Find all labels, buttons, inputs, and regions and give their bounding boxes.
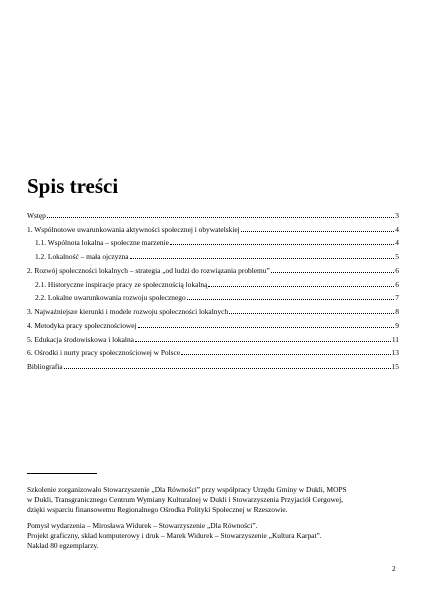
- toc-dot-leader: [181, 354, 390, 355]
- toc-entry-page: 6: [395, 266, 399, 275]
- toc-entry-label: 2.2. Lokalne uwarunkowania rozwoju społecznego: [35, 293, 186, 302]
- toc-entry-page: 9: [395, 321, 399, 330]
- toc-entry[interactable]: [27, 223, 399, 234]
- credits-note-line: Pomysł wydarzenia – Mirosława Widurek – Stowarzyszenie „Dla Równości”.: [27, 521, 258, 530]
- toc-subentry[interactable]: [35, 250, 399, 261]
- organizers-note-line: w Dukli, Transgranicznego Centrum Wymiany Kulturalnej w Dukli i Stowarzyszenia Przyjaciół Cergowej,: [27, 495, 343, 504]
- toc-entry[interactable]: [27, 305, 399, 316]
- organizers-note: [27, 485, 403, 515]
- toc-entry-page: 15: [391, 362, 399, 371]
- toc-entry-label: 3. Najważniejsze kierunki i modele rozwoju społeczności lokalnych: [27, 307, 229, 316]
- toc-entry-label: Wstęp: [27, 211, 46, 220]
- toc-entry-label: 1.1. Wspólnota lokalna – społeczne marzenie: [35, 238, 169, 247]
- toc-entry[interactable]: [27, 360, 399, 371]
- toc-entry-page: 4: [395, 225, 399, 234]
- toc-entry[interactable]: [27, 333, 399, 344]
- toc-entry-page: 7: [395, 293, 399, 302]
- toc-entry-page: 6: [395, 280, 399, 289]
- footnote-divider: [27, 473, 97, 474]
- toc-dot-leader: [138, 327, 395, 328]
- toc-entry-label: 5. Edukacja środowiskowa i lokalna: [27, 335, 134, 344]
- page-title: Spis treści: [27, 174, 119, 198]
- toc-dot-leader: [208, 286, 394, 287]
- toc-dot-leader: [130, 258, 395, 259]
- toc-dot-leader: [271, 272, 395, 273]
- toc-entry-page: 4: [395, 238, 399, 247]
- toc-dot-leader: [170, 244, 394, 245]
- toc-entry-page: 3: [395, 211, 399, 220]
- toc-entry-label: Bibliografia: [27, 362, 63, 371]
- toc-entry[interactable]: [27, 209, 399, 220]
- organizers-note-line: dzięki wsparciu finansowemu Regionalnego Ośrodka Polityki Społecznej w Rzeszowie.: [27, 505, 288, 514]
- credits-note-line: Projekt graficzny, skład komputerowy i druk – Marek Widurek – Stowarzyszenie „Kultura Karpat”.: [27, 531, 322, 540]
- toc-subentry[interactable]: [35, 291, 399, 302]
- toc-dot-leader: [64, 368, 391, 369]
- toc-entry-label: 1. Wspólnotowe uwarunkowania aktywności społecznej i obywatelskiej: [27, 225, 240, 234]
- toc-entry-page: 11: [391, 335, 399, 344]
- organizers-note-line: Szkolenie zorganizowało Stowarzyszenie „Dla Równości” przy współpracy Urzędu Gminy w Dukli, MOPS: [27, 485, 347, 494]
- toc-entry-label: 1.2. Lokalność – mała ojczyzna: [35, 252, 129, 261]
- toc-entry-label: 2. Rozwój społeczności lokalnych – strategia „od ludzi do rozwiązania problemu”: [27, 266, 270, 275]
- toc-dot-leader: [241, 231, 395, 232]
- toc-dot-leader: [187, 299, 395, 300]
- toc-entry-page: 5: [395, 252, 399, 261]
- toc-entry[interactable]: [27, 264, 399, 275]
- toc-dot-leader: [229, 313, 394, 314]
- toc-entry-page: 13: [391, 348, 399, 357]
- toc-entry[interactable]: [27, 346, 399, 357]
- toc-entry[interactable]: [27, 319, 399, 330]
- toc-entry-label: 2.1. Historyczne inspiracje pracy ze społecznością lokalną: [35, 280, 208, 289]
- toc-dot-leader: [47, 217, 394, 218]
- page-number: 2: [392, 564, 396, 573]
- toc-subentry[interactable]: [35, 278, 399, 289]
- toc-entry-label: 4. Metodyka pracy społecznościowej: [27, 321, 137, 330]
- toc-subentry[interactable]: [35, 236, 399, 247]
- toc-entry-page: 8: [395, 307, 399, 316]
- toc-dot-leader: [135, 341, 391, 342]
- credits-note-line: Nakład 80 egzemplarzy.: [27, 541, 99, 550]
- toc-entry-label: 6. Ośrodki i nurty pracy społecznościowej w Polsce: [27, 348, 181, 357]
- credits-note: [27, 521, 403, 551]
